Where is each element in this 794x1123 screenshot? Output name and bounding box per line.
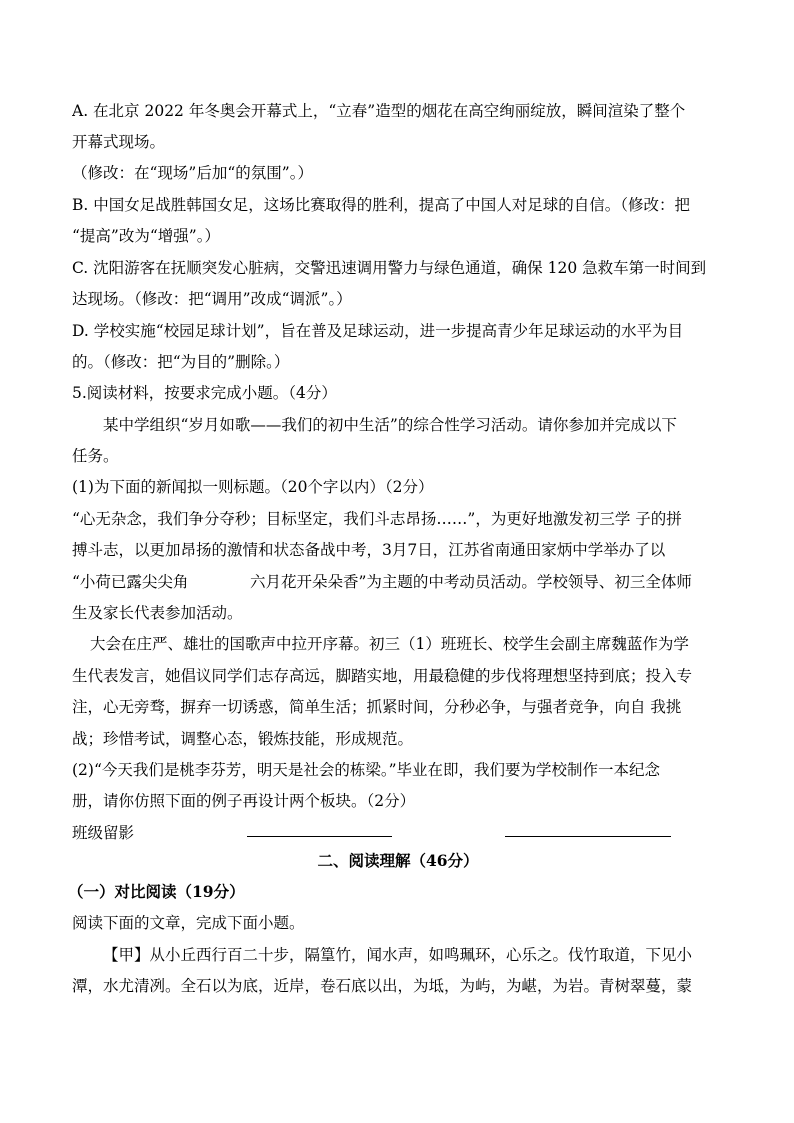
- option-a-line-1: A. 在北京 2022 年冬奥会开幕式上，“立春”造型的烟花在高空绚丽绽放，瞬间渲染了整个: [72, 102, 686, 120]
- activity-intro-line-2: 任务。: [72, 447, 119, 465]
- option-a-line-2: 开幕式现场。: [72, 133, 166, 151]
- passage-jia-line-1: 【甲】从小丘西行百二十步，隔篁竹，闻水声，如鸣珮环，心乐之。伐竹取道，下见小: [103, 946, 693, 964]
- option-b-line-2: “提高”改为“增强”。）: [72, 227, 220, 245]
- news-paragraph-line-4: 战；珍惜考试，调整心态，锻炼技能，形成规范。: [72, 730, 414, 748]
- option-b-line-1: B. 中国女足战胜韩国女足，这场比赛取得的胜利，提高了中国人对足球的自信。（修改：把: [72, 196, 690, 214]
- passage-jia-line-2: 潭，水尤清冽。全石以为底，近岸，卷石底以出，为坻，为屿，为嵁，为岩。青树翠蔓，蒙: [72, 977, 693, 995]
- news-line-2: 搏斗志，以更加昂扬的激情和状态备战中考，3月7日，江苏省南通田家炳中学举办了以: [72, 541, 666, 559]
- subquestion-1: (1)为下面的新闻拟一则标题。（20个字以内）（2分）: [72, 478, 434, 496]
- subsection-1-heading: （一）对比阅读（19分）: [68, 882, 245, 901]
- option-a-revision: （修改：在“现场”后加“的氛围”。）: [72, 164, 313, 182]
- option-c-line-2: 达现场。（修改：把“调用”改成“调派”。）: [72, 290, 352, 308]
- news-line-4: 生及家长代表参加活动。: [72, 604, 243, 622]
- section-2-heading: 二、阅读理解（46分）: [317, 851, 479, 870]
- reading-instruction: 阅读下面的文章，完成下面小题。: [72, 914, 305, 932]
- news-paragraph-line-2: 生代表发言，她倡议同学们志存高远，脚踏实地，用最稳健的步伐将理想坚持到底；投入专: [72, 667, 693, 685]
- news-line-3-part-1: “小荷已露尖尖角: [72, 573, 189, 591]
- option-d-line-2: 的。（修改：把“为目的”删除。）: [72, 353, 290, 371]
- answer-blank-1[interactable]: [247, 836, 392, 837]
- news-line-3-part-2: 六月花开朵朵香”为主题的中考动员活动。学校领导、初三全体师: [250, 573, 692, 591]
- question-5-heading: 5.阅读材料，按要求完成小题。（4分）: [72, 384, 337, 402]
- news-paragraph-line-1: 大会在庄严、雄壮的国歌声中拉开序幕。初三（1）班班长、校学生会副主席魏蓝作为学: [90, 635, 689, 653]
- news-paragraph-line-3: 注，心无旁骛，摒弃一切诱惑，简单生活；抓紧时间，分秒必争，与强者竞争，向自 我挑: [72, 698, 682, 716]
- subquestion-2-line-2: 册，请你仿照下面的例子再设计两个板块。（2分）: [72, 792, 416, 810]
- example-board-label: 班级留影: [72, 824, 135, 842]
- subquestion-2-line-1: (2)“今天我们是桃李芬芳，明天是社会的栋梁。”毕业在即，我们要为学校制作一本纪念: [72, 761, 661, 779]
- news-line-1: “心无杂念，我们争分夺秒；目标坚定，我们斗志昂扬……”，为更好地激发初三学 子的拼: [72, 510, 682, 528]
- option-d-line-1: D. 学校实施“校园足球计划”，旨在普及足球运动，进一步提高青少年足球运动的水平为目: [72, 322, 684, 340]
- answer-blank-2[interactable]: [505, 836, 671, 837]
- option-c-line-1: C. 沈阳游客在抚顺突发心脏病，交警迅速调用警力与绿色通道，确保 120 急救车第一时间到: [72, 259, 707, 277]
- activity-intro-line-1: 某中学组织“岁月如歌——我们的初中生活”的综合性学习活动。请你参加并完成以下: [103, 416, 677, 434]
